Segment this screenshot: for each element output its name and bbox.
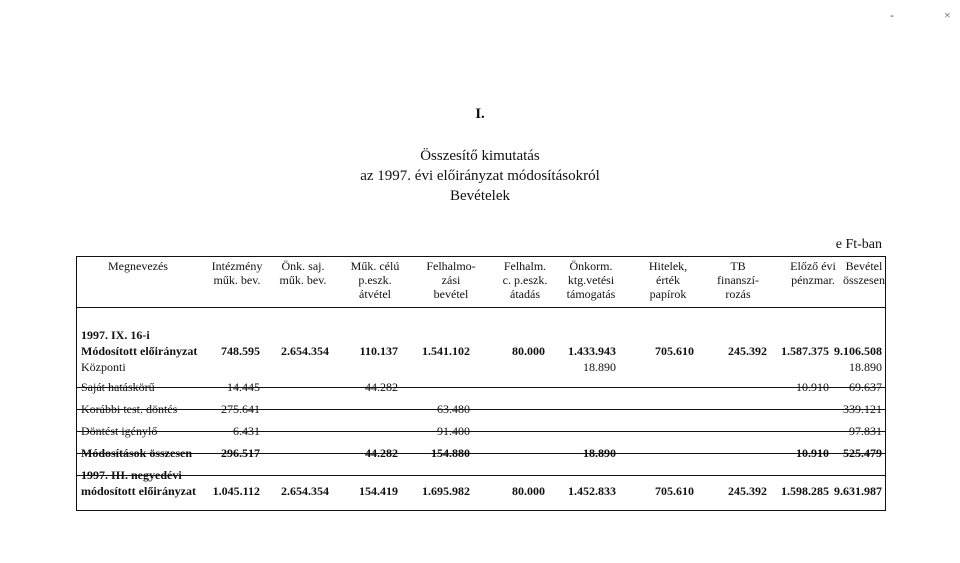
column-header-onk_saj-line-2: műk. bev. (279, 273, 327, 287)
corner-mark-left: - (890, 8, 894, 22)
table-cell-tb: 245.392 (728, 484, 767, 498)
table-cell-bevetel: 9.631.987 (834, 484, 882, 498)
row-label: Központi (81, 360, 126, 374)
table-cell-intezmeny: 748.595 (221, 344, 260, 358)
table-cell-bevetel: 525.479 (843, 446, 882, 460)
row-divider-5 (77, 475, 885, 476)
table-cell-bevetel: 97.831 (849, 424, 882, 438)
table-cell-muk_celu: 44.282 (365, 380, 398, 394)
column-header-muk_celu-line-1: Műk. célú (350, 259, 400, 273)
row-label: Módosítások összesen (81, 446, 193, 460)
table-cell-intezmeny: 6.431 (233, 424, 260, 438)
row-label: Módosított előirányzat (81, 344, 198, 358)
row-label: Saját hatáskörű (81, 380, 155, 394)
title-line-2: az 1997. évi előirányzat módosításokról (360, 168, 600, 184)
table-cell-onkorm: 1.433.943 (568, 344, 616, 358)
column-header-megnevezes-line-1: Megnevezés (108, 259, 168, 273)
table-cell-bevetel: 9.106.508 (834, 344, 882, 358)
column-header-hitelek-line-3: papírok (649, 287, 687, 301)
column-header-tb-line-3: rozás (725, 287, 751, 301)
table-cell-intezmeny: 14.445 (227, 380, 260, 394)
column-header-elozo_evi-line-1: Előző évi (790, 259, 836, 273)
table-cell-onk_saj: 2.654.354 (281, 344, 329, 358)
summary-table (76, 256, 886, 511)
table-cell-elozo_evi: 10.910 (796, 446, 829, 460)
page-number: I. (475, 106, 485, 122)
table-cell-intezmeny: 1.045.112 (212, 484, 260, 498)
table-cell-felhalm: 80.000 (512, 344, 545, 358)
header-divider (77, 307, 885, 308)
column-header-intezmeny-line-1: Intézmény (211, 259, 263, 273)
table-cell-elozo_evi: 1.598.285 (781, 484, 829, 498)
column-header-bevetel-line-2: összesen (843, 273, 885, 287)
column-header-intezmeny-line-2: műk. bev. (213, 273, 261, 287)
column-header-tb-line-2: finanszí- (717, 273, 759, 287)
row-label: Döntést igénylő (81, 424, 158, 438)
column-header-onk_saj-line-1: Önk. saj. (281, 259, 325, 273)
table-cell-hitelek: 705.610 (655, 344, 694, 358)
row-label: 1997. III. negyedévi (81, 468, 182, 482)
table-cell-onk_saj: 2.654.354 (281, 484, 329, 498)
column-header-felhalmozasi-line-2: zási (441, 273, 461, 287)
row-label: 1997. IX. 16-i (81, 328, 150, 342)
table-cell-felhalm: 80.000 (512, 484, 545, 498)
table-cell-elozo_evi: 10.910 (796, 380, 829, 394)
table-cell-felhalmozasi: 154.880 (431, 446, 470, 460)
column-header-felhalm-line-3: átadás (510, 287, 540, 301)
document-title (300, 146, 660, 206)
column-header-tb-line-1: TB (730, 259, 746, 273)
column-header-felhalmozasi-line-1: Felhalmo- (426, 259, 476, 273)
table-cell-onkorm: 1.452.833 (568, 484, 616, 498)
column-header-hitelek-line-2: érték (656, 273, 680, 287)
column-header-muk_celu-line-2: p.eszk. (358, 273, 392, 287)
table-cell-onkorm: 18.890 (583, 446, 616, 460)
table-cell-tb: 245.392 (728, 344, 767, 358)
table-cell-onkorm: 18.890 (583, 360, 616, 374)
table-cell-felhalmozasi: 1.695.982 (422, 484, 470, 498)
table-cell-hitelek: 705.610 (655, 484, 694, 498)
table-cell-felhalmozasi: 91.400 (437, 424, 470, 438)
table-cell-muk_celu: 110.137 (359, 344, 398, 358)
table-cell-bevetel: 339.121 (843, 402, 882, 416)
table-cell-muk_celu: 154.419 (359, 484, 398, 498)
corner-mark-right: × (944, 8, 951, 22)
column-header-hitelek-line-1: Hitelek, (648, 259, 688, 273)
column-header-muk_celu-line-3: átvétel (359, 287, 391, 301)
table-cell-elozo_evi: 1.587.375 (781, 344, 829, 358)
table-cell-muk_celu: 44.282 (365, 446, 398, 460)
column-header-felhalm-line-2: c. p.eszk. (502, 273, 548, 287)
title-line-1: Összesítő kimutatás (420, 148, 540, 164)
table-cell-felhalmozasi: 63.480 (437, 402, 470, 416)
row-label: Korábbi test. döntés (81, 402, 178, 416)
column-header-bevetel-line-1: Bevétel (845, 259, 883, 273)
row-label: módosított előirányzat (81, 484, 196, 498)
column-header-felhalm-line-1: Felhalm. (503, 259, 547, 273)
table-cell-intezmeny: 296.517 (221, 446, 260, 460)
column-header-onkorm-line-1: Önkorm. (569, 259, 613, 273)
row-divider-4 (77, 453, 885, 454)
table-cell-felhalmozasi: 1.541.102 (422, 344, 470, 358)
row-divider-2 (77, 409, 885, 410)
table-cell-bevetel: 69.637 (849, 380, 882, 394)
table-cell-intezmeny: 275.641 (221, 402, 260, 416)
unit-label: e Ft-ban (835, 237, 882, 252)
column-header-elozo_evi-line-2: pénzmar. (791, 273, 835, 287)
table-cell-bevetel: 18.890 (849, 360, 882, 374)
column-header-onkorm-line-3: támogatás (566, 287, 616, 301)
row-divider-1 (77, 387, 885, 388)
column-header-onkorm-line-2: ktg.vetési (567, 273, 615, 287)
title-line-3: Bevételek (450, 188, 510, 204)
column-header-felhalmozasi-line-3: bevétel (433, 287, 469, 301)
row-divider-3 (77, 431, 885, 432)
